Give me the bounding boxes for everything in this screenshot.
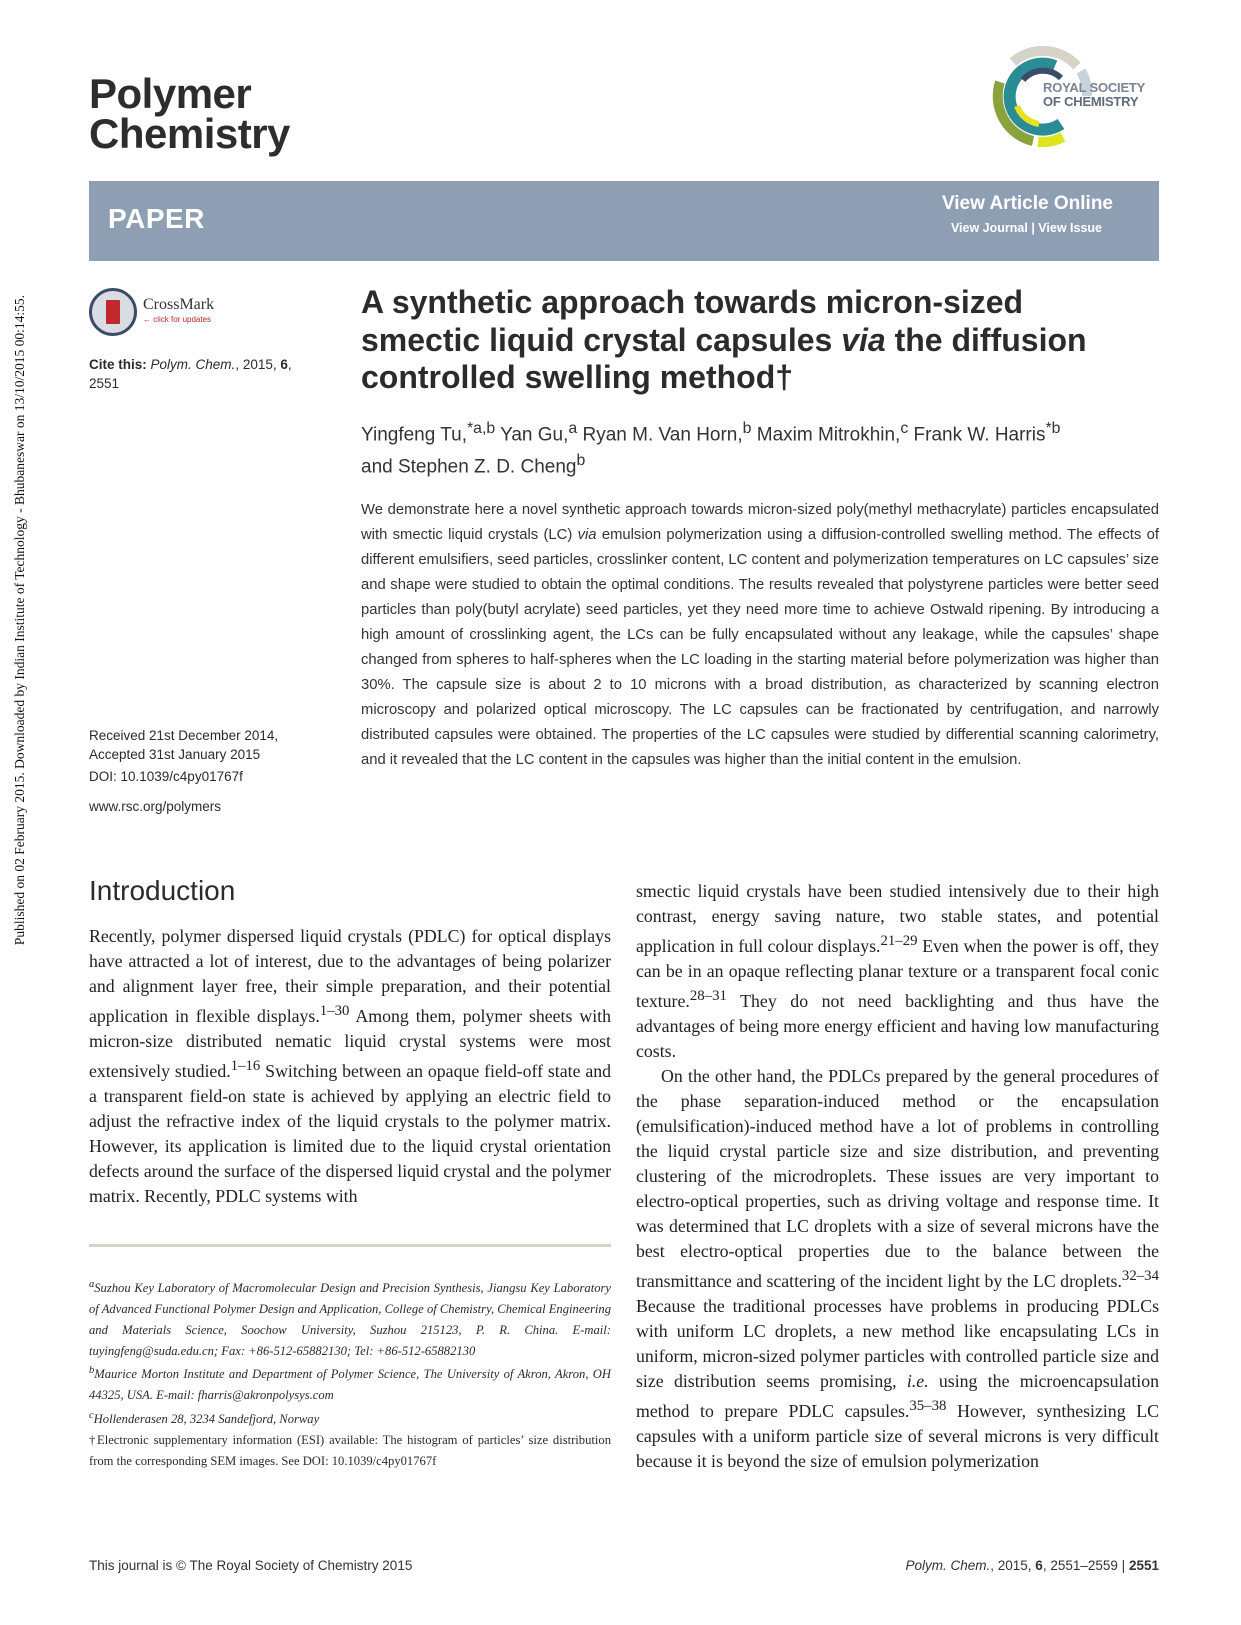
ref-link[interactable]: 32–34 [1121, 1267, 1159, 1284]
cite-label: Cite this: [89, 357, 147, 372]
rsc-wordmark [1043, 81, 1145, 109]
footnote-c [89, 1406, 611, 1430]
rsc-wordmark-line2: OF CHEMISTRY [1043, 94, 1139, 109]
intro-paragraph [636, 879, 1159, 1064]
footnote-text: Hollenderasen 28, 3234 Sandefjord, Norway [93, 1412, 320, 1427]
intro-italic: i.e. [906, 1370, 929, 1391]
journal-name-line2: Chemistry [89, 110, 290, 157]
footer-citation: Polym. Chem., 2015, 6, 2551–2559 | 2551 [905, 1558, 1159, 1573]
author: Frank W. Harris [908, 424, 1046, 446]
intro-text: Recently, polymer dispersed liquid crystals (PDLC) for optical displays have attracted a lot of interest, due to the advantages of being polarizer and alignment layer free, their simple preparation, and their potential application in flexible displays. [89, 926, 611, 1026]
intro-text: Among them, polymer sheets with micron-size distributed nematic liquid crystal systems were most extensively studied. [89, 1005, 611, 1081]
crossmark-badge[interactable] [89, 288, 259, 338]
view-article-online-link[interactable]: View Article Online [941, 193, 1113, 214]
cite-volume: 6 [280, 357, 288, 372]
cite-journal: Polym. Chem. [150, 357, 236, 372]
abstract-via: via [577, 527, 597, 543]
journal-name [89, 70, 290, 157]
article-doi: DOI: 10.1039/c4py01767f [89, 769, 243, 784]
ref-link[interactable]: 1–30 [319, 1003, 350, 1019]
author-affiliation: b [576, 452, 586, 470]
intro-text: On the other hand, the PDLCs prepared by the general procedures of the phase separation-induced method or the encapsulation (emulsification)-induced method have a lot of problems in controlling the liquid crystal particle size and size distribution, and preventing clustering of the microdroplets. These issues are very important to electro-optical properties, such as driving voltage and response time. It was determined that LC droplets with a size of several microns have the best electro-optical properties due to the balance between the transmittance and scattering of the incident light by the LC droplets. [636, 1065, 1159, 1291]
author-affiliation: a [568, 420, 578, 437]
section-label: PAPER [108, 203, 205, 234]
footer-journal: Polym. Chem. [905, 1558, 991, 1573]
journal-url[interactable]: www.rsc.org/polymers [89, 799, 222, 814]
view-links [951, 221, 1102, 235]
footnote-a [89, 1275, 611, 1361]
intro-text: However, synthesizing LC capsules with a uniform particle size of several microns is very difficult because it is beyond the size of emulsion polymerization [636, 1400, 1159, 1471]
ref-link[interactable]: 21–29 [880, 933, 918, 949]
author-affiliation: *a,b [466, 420, 496, 437]
view-links-separator: | [1031, 221, 1035, 235]
section-banner [89, 181, 1159, 261]
footer-year: 2015, [997, 1558, 1032, 1573]
footnote-marker: b [89, 1365, 95, 1377]
footnote-divider [89, 1244, 611, 1247]
author: and Stephen Z. D. Cheng [361, 456, 577, 478]
footnotes [89, 1275, 611, 1472]
footer-pages: 2551–2559 [1050, 1558, 1118, 1573]
citation: Cite this: Polym. Chem., 2015, 6, 2551 [89, 357, 292, 391]
view-journal-link[interactable]: View Journal [950, 221, 1028, 235]
footnote-marker: a [89, 1279, 95, 1290]
intro-text: using the microencapsulation method to prepare PDLC capsules. [636, 1370, 1160, 1421]
footer-separator: | [1121, 1558, 1126, 1573]
author: Yan Gu, [495, 424, 569, 446]
ref-link[interactable]: 28–31 [689, 987, 727, 1004]
intro-text: Switching between an opaque field-off state and a transparent field-on state is achieved by applying an electric field to adjust the refractive index of the liquid crystals to the polymer matrix. However, its application is limited due to the liquid crystal orientation defects around the surface of the dispersed liquid crystal and the polymer matrix. Recently, PDLC systems with [89, 1060, 612, 1206]
footnote-esi: †Electronic supplementary information (ESI) available: The histogram of particles’ size distribution from the corresponding SEM images. See DOI: 10.1039/c4py01767f [89, 1433, 611, 1468]
accepted-date: Accepted 31st January 2015 [89, 747, 261, 762]
author: Yingfeng Tu, [361, 424, 467, 446]
crossmark-sublabel: ← click for updates [143, 315, 212, 324]
author: Maxim Mitrokhin, [751, 424, 901, 446]
intro-text: smectic liquid crystals have been studied intensively due to their high contrast, energy saving nature, two stable states, and potential application in full colour displays. [636, 881, 1159, 956]
footer-copyright: This journal is © The Royal Society of Chemistry 2015 [89, 1558, 413, 1573]
received-date: Received 21st December 2014, [89, 728, 279, 743]
intro-right-column [636, 879, 1159, 1474]
view-issue-link[interactable]: View Issue [1038, 221, 1102, 235]
intro-text: Because the traditional processes have problems in producing PDLCs with uniform LC droplets, a new method like encapsulating LCs in uniform, micron-sized polymer particles with controlled particle size and size distribution seems promising, [636, 1295, 1159, 1391]
author: Ryan M. Van Horn, [577, 424, 743, 446]
cite-year: 2015 [242, 357, 273, 372]
download-stamp [4, 210, 36, 1030]
article-title [361, 284, 1151, 397]
introduction-heading: Introduction [89, 875, 236, 906]
author-list [361, 416, 1151, 481]
download-stamp-text: Published on 02 February 2015. Downloaded by Indian Institute of Technology - Bhubaneswar on 13/10/2015 00:14:55. [12, 294, 27, 946]
intro-text: Even when the power is off, they can be in an opaque reflecting planar texture or a transparent focal conic texture. [636, 935, 1159, 1011]
crossmark-label: CrossMark [143, 296, 215, 313]
intro-left-column [89, 924, 611, 1209]
journal-name-line1: Polymer [89, 70, 252, 117]
ref-link[interactable]: 35–38 [909, 1397, 947, 1414]
rsc-wordmark-line1: ROYAL SOCIETY [1043, 80, 1146, 95]
author-affiliation: b [742, 420, 752, 437]
author-affiliation: *b [1045, 420, 1061, 437]
crossmark-icon [89, 288, 137, 336]
abstract [361, 498, 1159, 773]
footnote-b [89, 1361, 611, 1406]
footnote-text: Maurice Morton Institute and Department of Polymer Science, The University of Akron, Akron, OH 44325, USA. E-mail: fharris@akronpolysys.com [89, 1367, 611, 1403]
title-part2: the diffusion controlled swelling method† [361, 321, 1087, 395]
footnote-marker: c [89, 1410, 94, 1422]
title-italic: via [841, 321, 886, 358]
author-affiliation: c [900, 420, 909, 437]
cite-page: 2551 [89, 376, 120, 391]
page-number: 2551 [1128, 1558, 1159, 1573]
abstract-text-2: emulsion polymerization using a diffusion-controlled swelling method. The effects of different emulsifiers, seed particles, crosslinker content, LC content and polymerization temperatures on LC capsules’ size and shape were studied to obtain the optimal conditions. The results revealed that polystyrene particles were better seed particles than poly(butyl acrylate) seed particles, yet they need more time to achieve Ostwald ripening. By introducing a high amount of crosslinking agent, the LCs can be fully encapsulated without any leakage, while the capsules’ shape changed from spheres to half-spheres when the LC loading in the starting material before polymerization was higher than 30%. The capsule size is about 2 to 10 microns with a broad distribution, as characterized by scanning electron microscopy and polarized optical microscopy. The LC capsules can be fractionated by centrifugation, and narrowly distributed capsules were obtained. The properties of the LC capsules were studied by differential scanning calorimetry, and it revealed that the LC content in the capsules was higher than the initial content in the emulsion. [361, 527, 1159, 768]
footnote-text: Suzhou Key Laboratory of Macromolecular Design and Precision Synthesis, Jiangsu Key Laboratory of Advanced Functional Polymer Design and Application, College of Chemistry, Chemical Engineering and Materials Science, Soochow University, Suzhou 215123, P. R. China. E-mail: tuyingfeng@suda.edu.cn; Fax: +86-512-65882130; Tel: +86-512-65882130 [89, 1281, 611, 1358]
footer-volume: 6 [1035, 1558, 1043, 1573]
intro-paragraph [636, 1064, 1159, 1474]
title-part1: A synthetic approach towards micron-sized smectic liquid crystal capsules [361, 284, 1024, 358]
abstract-text-1: We demonstrate here a novel synthetic approach towards micron-sized poly(methyl methacrylate) particles encapsulated with smectic liquid crystals (LC) [361, 502, 1159, 543]
ref-link[interactable]: 1–16 [230, 1057, 261, 1074]
intro-text: They do not need backlighting and thus have the advantages of being more energy efficient and having low manufacturing costs. [636, 990, 1159, 1061]
